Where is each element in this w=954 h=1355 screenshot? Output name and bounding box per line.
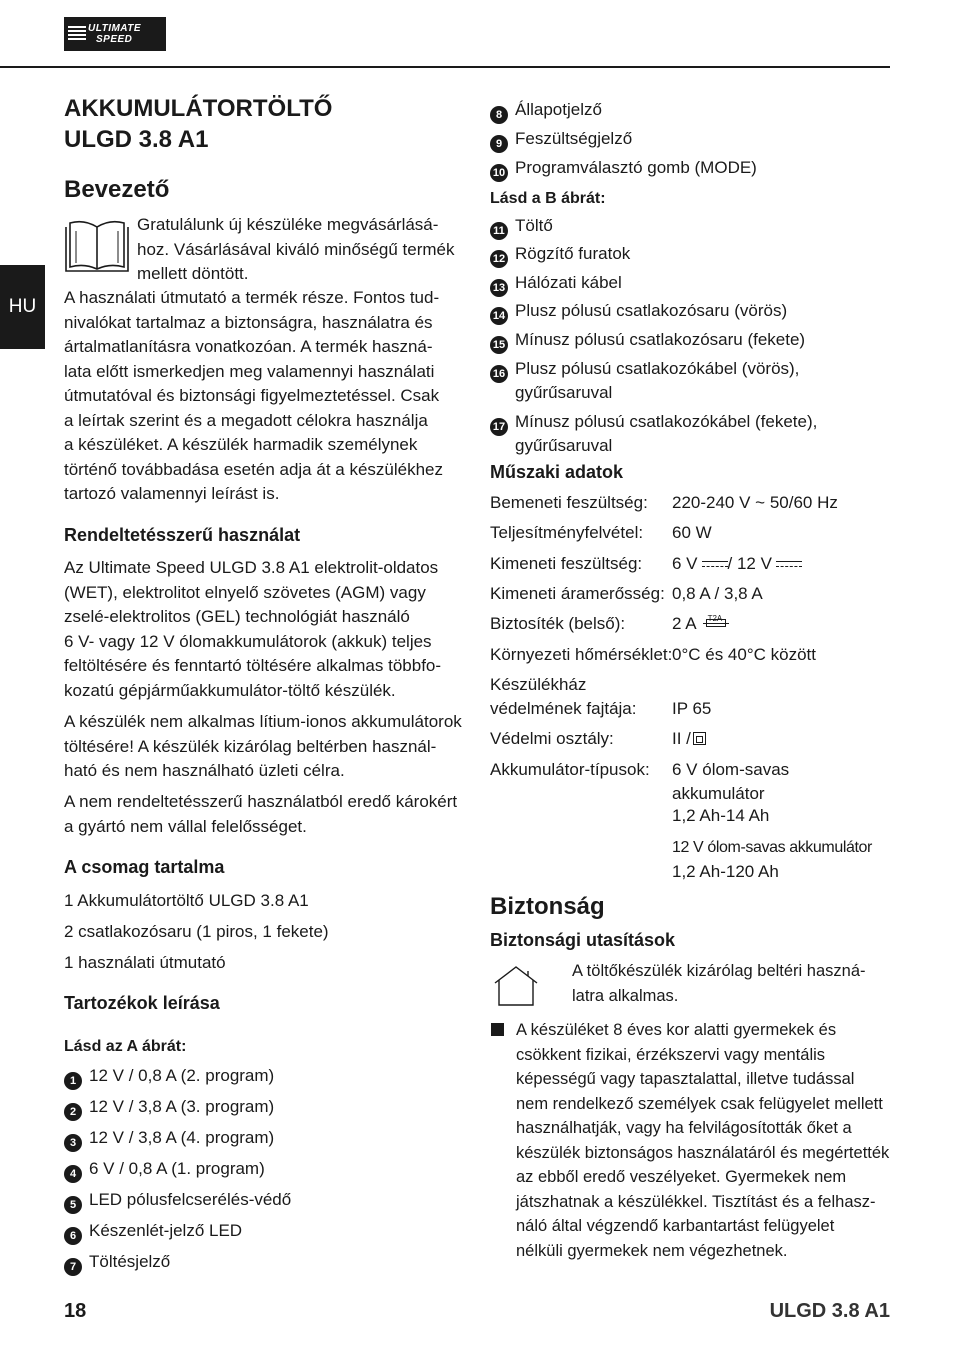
text-line: A készülék nem alkalmas lítium-ionos akkumulátorok — [64, 712, 462, 731]
text-line: A nem rendeltetésszerű használatból eredő károkért — [64, 792, 458, 811]
text-line: A készüléket 8 éves kor alatti gyermekek és — [516, 1021, 837, 1039]
part-number-badge: 10 — [490, 164, 508, 182]
spec-value — [672, 552, 802, 576]
text-line: kozatú gépjárműakkumulátor-töltő készülék. — [64, 680, 396, 700]
intro-line: ártalmatlanításra vonatkozóan. A termék haszná- — [64, 337, 433, 356]
safety-bullet-paragraph — [516, 1018, 896, 1263]
spec-value: akkumulátor — [672, 784, 765, 803]
parts-heading: Tartozékok leírása — [64, 993, 220, 1013]
part-item — [490, 271, 622, 297]
specs-heading: Műszaki adatok — [490, 462, 624, 482]
part-label: Plusz pólusú csatlakozósaru (vörös) — [515, 301, 788, 320]
spec-value: 60 W — [672, 523, 712, 542]
part-label: Mínusz pólusú csatlakozókábel (fekete), — [515, 412, 818, 431]
part-item — [64, 1064, 274, 1090]
text-line: feltöltésére és fenntartó töltésére alkalmas többfo- — [64, 656, 442, 675]
brand-logo — [64, 17, 166, 51]
spec-value: IP 65 — [672, 699, 712, 718]
part-number-badge: 3 — [64, 1134, 82, 1152]
part-number-badge: 4 — [64, 1165, 82, 1183]
part-label-cont: gyűrűsaruval — [515, 436, 613, 455]
part-label: Programválasztó gomb (MODE) — [515, 158, 757, 177]
text-line: a gyártó nem vállal felelősséget. — [64, 816, 307, 836]
intro-line: történő továbbadása esetén adja át a készülékhez — [64, 459, 443, 479]
part-item — [64, 1219, 242, 1245]
fuse-icon — [703, 614, 729, 629]
package-heading: A csomag tartalma — [64, 857, 225, 877]
part-label: Feszültségjelző — [515, 129, 633, 148]
spec-value: 1,2 Ah-120 Ah — [672, 862, 779, 881]
title-line2: ULGD 3.8 A1 — [64, 126, 209, 153]
intro-icon-line: mellett döntött. — [137, 264, 249, 283]
intro-icon-line: hoz. Vásárlásával kiváló minőségű termék — [137, 239, 455, 259]
part-item — [64, 1157, 265, 1183]
part-number-badge: 13 — [490, 279, 508, 297]
spec-value: 220-240 V ~ 50/60 Hz — [672, 493, 838, 512]
spec-value: 6 V ólom-savas — [672, 760, 790, 779]
dc-symbol-icon — [702, 559, 728, 569]
intro-line: a készüléket. A készülék harmadik személynek — [64, 435, 418, 454]
spec-value: 0°C és 40°C között — [672, 645, 816, 664]
part-item — [490, 328, 805, 354]
part-item — [490, 299, 787, 325]
fuse-value: 2 A — [672, 614, 697, 633]
dc-symbol-icon — [776, 559, 802, 569]
part-item — [64, 1188, 291, 1214]
safety-instructions-heading: Biztonsági utasítások — [490, 930, 676, 950]
part-label: Hálózati kábel — [515, 273, 622, 292]
text-line: csökkent fizikai, érzékszervi vagy mentális — [516, 1045, 826, 1064]
part-number-badge: 6 — [64, 1227, 82, 1245]
spec-label: Teljesítményfelvétel: — [490, 523, 644, 542]
spec-label: Védelmi osztály: — [490, 729, 614, 748]
part-item — [64, 1095, 274, 1121]
part-item — [64, 1126, 274, 1152]
text-line: játszhatnak a készülékkel. Tisztítást és a felhasz- — [516, 1192, 876, 1211]
page-title — [64, 93, 332, 155]
intended-use-p3 — [64, 790, 474, 839]
text-line: ható és nem használható üzleti célra. — [64, 761, 345, 780]
spec-value — [672, 727, 706, 751]
part-number-badge: 17 — [490, 418, 508, 436]
header-rule — [0, 66, 890, 68]
spec-value: 0,8 A / 3,8 A — [672, 584, 763, 603]
part-item — [490, 214, 553, 240]
part-number-badge: 14 — [490, 307, 508, 325]
part-number-badge: 15 — [490, 336, 508, 354]
book-icon — [64, 219, 130, 273]
spec-value — [672, 612, 729, 636]
text-line: 6 V- vagy 12 V ólomakkumulátorok (akkuk) teljes — [64, 631, 432, 651]
part-number-badge: 7 — [64, 1258, 82, 1276]
text-line: Az Ultimate Speed ULGD 3.8 A1 elektrolit-oldatos — [64, 558, 439, 577]
intended-use-p1 — [64, 556, 474, 703]
see-figure-b: Lásd a B ábrát: — [490, 190, 606, 207]
part-label: Töltő — [515, 216, 553, 235]
part-number-badge: 11 — [490, 222, 508, 240]
part-item — [490, 357, 799, 383]
logo-stripes-icon — [68, 26, 86, 42]
spec-value: 12 V ólom-savas akkumulátor — [672, 839, 872, 856]
logo-line2: SPEED — [96, 34, 133, 45]
package-item: 1 használati útmutató — [64, 953, 226, 972]
text-line: töltésére! A készülék kizárólag beltérben használ- — [64, 736, 437, 756]
intro-icon-text — [137, 213, 467, 287]
spec-label: Készülékház — [490, 675, 587, 694]
indoor-use-text — [572, 959, 892, 1008]
part-label-cont: gyűrűsaruval — [515, 383, 613, 402]
text-line: náló által végzendő karbantartást felügyelet — [516, 1217, 835, 1235]
spec-label: Biztosíték (belső): — [490, 614, 626, 633]
part-item — [64, 1250, 170, 1276]
fuse-mark: T2A — [707, 614, 723, 623]
part-label: LED pólusfelcserélés-védő — [89, 1190, 292, 1209]
indoor-use-house-icon — [492, 965, 540, 1007]
part-label: Plusz pólusú csatlakozókábel (vörös), — [515, 359, 800, 378]
text-line: latra alkalmas. — [572, 986, 679, 1005]
language-tab: HU — [0, 265, 45, 349]
intro-line: tartozó valamennyi leírást is. — [64, 484, 280, 503]
part-number-badge: 16 — [490, 365, 508, 383]
part-number-badge: 12 — [490, 250, 508, 268]
part-item — [490, 98, 602, 124]
spec-label: Kimeneti feszültség: — [490, 554, 643, 573]
intro-line: lata előtt ismerkedjen meg valamennyi használati — [64, 361, 435, 381]
spec-label: védelmének fajtája: — [490, 699, 637, 718]
part-number-badge: 8 — [490, 106, 508, 124]
intro-line: nivalókat tartalmaz a biztonságra, használatra és — [64, 312, 433, 332]
text-line: A töltőkészülék kizárólag beltéri haszná- — [572, 962, 866, 980]
part-number-badge: 2 — [64, 1103, 82, 1121]
package-item: 2 csatlakozósaru (1 piros, 1 fekete) — [64, 922, 329, 941]
text-line: nélküli gyermekek nem végezhetnek. — [516, 1241, 788, 1260]
intro-line: útmutatóval és biztonsági figyelmeztetéssel. Csak — [64, 386, 440, 405]
text-line: (WET), elektrolitot elnyelő szövetes (AGM) vagy — [64, 582, 426, 602]
footer-model: ULGD 3.8 A1 — [769, 1300, 890, 1322]
intended-use-p2 — [64, 710, 474, 784]
spec-label: Kimeneti áramerősség: — [490, 584, 665, 603]
spec-label: Bemeneti feszültség: — [490, 493, 648, 512]
output-12v: / 12 V — [727, 554, 772, 573]
part-label: Készenlét-jelző LED — [89, 1221, 243, 1240]
text-line: készülék biztonságos használatáról és megértették — [516, 1143, 890, 1162]
text-line: nem rendelkező személyek csak felügyelet mellett — [516, 1094, 883, 1113]
part-item — [490, 242, 630, 268]
part-number-badge: 1 — [64, 1072, 82, 1090]
part-number-badge: 9 — [490, 135, 508, 153]
class-ii-icon — [693, 732, 706, 745]
text-line: zselé-elektrolitos (GEL) technológiát használó — [64, 607, 410, 626]
spec-value: 1,2 Ah-14 Ah — [672, 806, 770, 825]
part-label: Mínusz pólusú csatlakozósaru (fekete) — [515, 330, 806, 349]
bullet-square-icon — [491, 1023, 504, 1036]
safety-heading: Biztonság — [490, 893, 605, 920]
text-line: használhatják, vagy ha felvilágosították őket a — [516, 1119, 852, 1137]
part-label: Állapotjelző — [515, 100, 602, 119]
intro-heading: Bevezető — [64, 176, 170, 203]
spec-label: Környezeti hőmérséklet: — [490, 645, 673, 664]
intro-line: a leírtak szerint és a megadott célokra használja — [64, 410, 428, 430]
part-item — [490, 127, 632, 153]
part-label: 6 V / 0,8 A (1. program) — [89, 1159, 265, 1178]
logo-line1: ULTIMATE — [88, 23, 142, 34]
see-figure-a: Lásd az A ábrát: — [64, 1038, 187, 1055]
page-number: 18 — [64, 1300, 87, 1322]
intro-paragraph — [64, 286, 474, 507]
output-6v: 6 V — [672, 554, 698, 573]
part-item — [490, 156, 757, 182]
part-label: 12 V / 3,8 A (4. program) — [89, 1128, 275, 1147]
intended-use-heading: Rendeltetésszerű használat — [64, 525, 301, 545]
part-number-badge: 5 — [64, 1196, 82, 1214]
part-label: 12 V / 3,8 A (3. program) — [89, 1097, 275, 1116]
package-item: 1 Akkumulátortöltő ULGD 3.8 A1 — [64, 891, 309, 910]
part-label: Töltésjelző — [89, 1252, 171, 1271]
part-label: Rögzítő furatok — [515, 244, 631, 263]
part-item — [490, 410, 817, 436]
text-line: az ebből eredő veszélyeket. Gyermekek nem — [516, 1168, 847, 1186]
protection-class: II / — [672, 729, 691, 748]
intro-line: A használati útmutató a termék része. Fontos tud- — [64, 288, 440, 307]
part-label: 12 V / 0,8 A (2. program) — [89, 1066, 275, 1085]
text-line: képességű vagy tapasztalattal, illetve tudással — [516, 1070, 855, 1088]
title-line1: AKKUMULÁTORTÖLTŐ — [64, 95, 333, 122]
spec-label: Akkumulátor-típusok: — [490, 760, 650, 779]
intro-icon-line: Gratulálunk új készüléke megvásárlásá- — [137, 215, 439, 234]
